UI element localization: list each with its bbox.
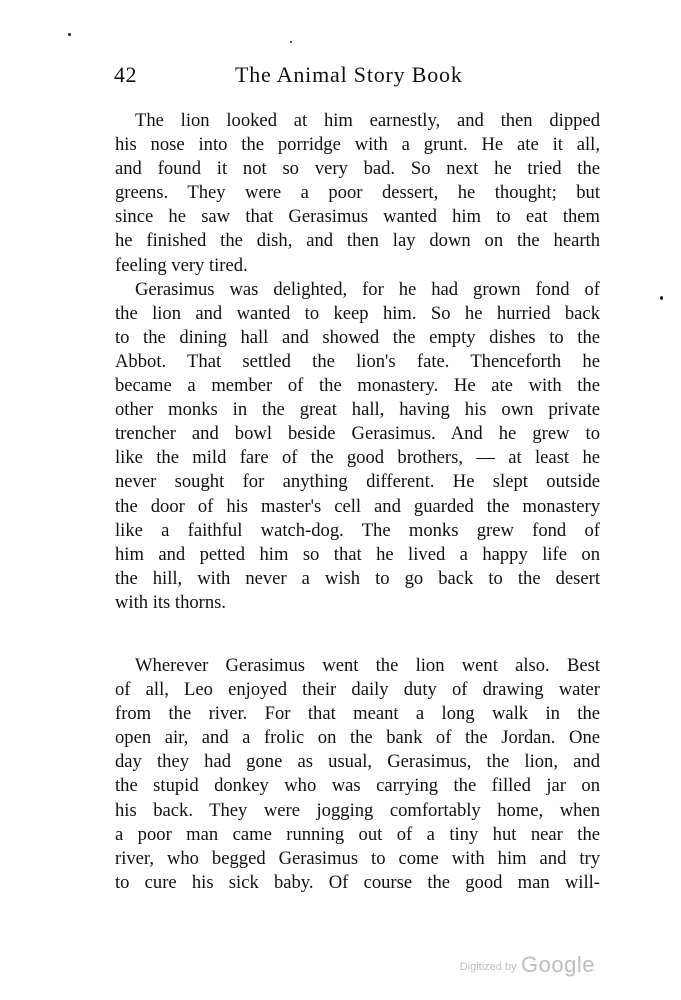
text-line: like the mild fare of the good brothers, — at least he bbox=[115, 447, 600, 469]
text-line: a poor man came running out of a tiny hut near the bbox=[115, 823, 600, 845]
text-line: the lion and wanted to keep him. So he hurried back bbox=[115, 302, 600, 324]
paragraph bbox=[115, 109, 600, 278]
text-line: the door of his master's cell and guarded the monastery bbox=[115, 495, 600, 517]
text-line: Gerasimus was delighted, for he had grown fond of bbox=[135, 278, 600, 300]
scan-speck bbox=[68, 33, 71, 36]
scan-speck bbox=[290, 41, 292, 43]
text-line: Abbot. That settled the lion's fate. Thenceforth he bbox=[115, 350, 600, 372]
text-line: and found it not so very bad. So next he tried the bbox=[115, 158, 600, 180]
text-line: since he saw that Gerasimus wanted him to eat them bbox=[115, 206, 600, 228]
body-text-lower bbox=[115, 654, 600, 895]
text-line: river, who begged Gerasimus to come with him and try bbox=[115, 847, 600, 869]
text-line: the stupid donkey who was carrying the filled jar on bbox=[115, 775, 600, 797]
text-line: feeling very tired. bbox=[115, 254, 248, 276]
google-logo: Google bbox=[521, 952, 595, 977]
text-line: day they had gone as usual, Gerasimus, the lion, and bbox=[115, 751, 600, 773]
text-line: like a faithful watch-dog. The monks grew fond of bbox=[115, 519, 600, 541]
text-line: to the dining hall and showed the empty dishes to the bbox=[115, 326, 600, 348]
text-line: his nose into the porridge with a grunt. He ate it all, bbox=[115, 134, 600, 156]
body-text-upper bbox=[115, 109, 600, 615]
watermark-prefix: Digitized by bbox=[459, 961, 517, 973]
page-number: 42 bbox=[114, 62, 137, 87]
text-line: he finished the dish, and then lay down on the hearth bbox=[115, 230, 600, 252]
text-line: with its thorns. bbox=[115, 591, 227, 613]
text-line: from the river. For that meant a long walk in the bbox=[115, 703, 600, 725]
text-line: of all, Leo enjoyed their daily duty of drawing water bbox=[115, 679, 600, 701]
text-line: his back. They were jogging comfortably home, when bbox=[115, 799, 600, 821]
text-line: became a member of the monastery. He ate with the bbox=[115, 375, 600, 397]
scan-speck bbox=[660, 296, 663, 300]
text-line: The lion looked at him earnestly, and then dipped bbox=[135, 110, 600, 131]
text-line: him and petted him so that he lived a happy life on bbox=[115, 543, 600, 565]
text-line: to cure his sick baby. Of course the good man will- bbox=[115, 871, 600, 893]
text-line: greens. They were a poor dessert, he thought; but bbox=[115, 182, 600, 204]
digitized-by-watermark bbox=[460, 952, 595, 978]
text-line: Wherever Gerasimus went the lion went also. Best bbox=[135, 655, 600, 676]
text-line: other monks in the great hall, having his own private bbox=[115, 399, 600, 421]
paragraph bbox=[115, 278, 600, 615]
text-line: the hill, with never a wish to go back to the desert bbox=[115, 567, 600, 589]
text-line: never sought for anything different. He slept outside bbox=[115, 471, 600, 493]
text-line: trencher and bowl beside Gerasimus. And he grew to bbox=[115, 423, 600, 445]
paragraph bbox=[115, 654, 600, 895]
text-line: open air, and a frolic on the bank of the Jordan. One bbox=[115, 727, 600, 749]
running-title: The Animal Story Book bbox=[235, 62, 463, 87]
